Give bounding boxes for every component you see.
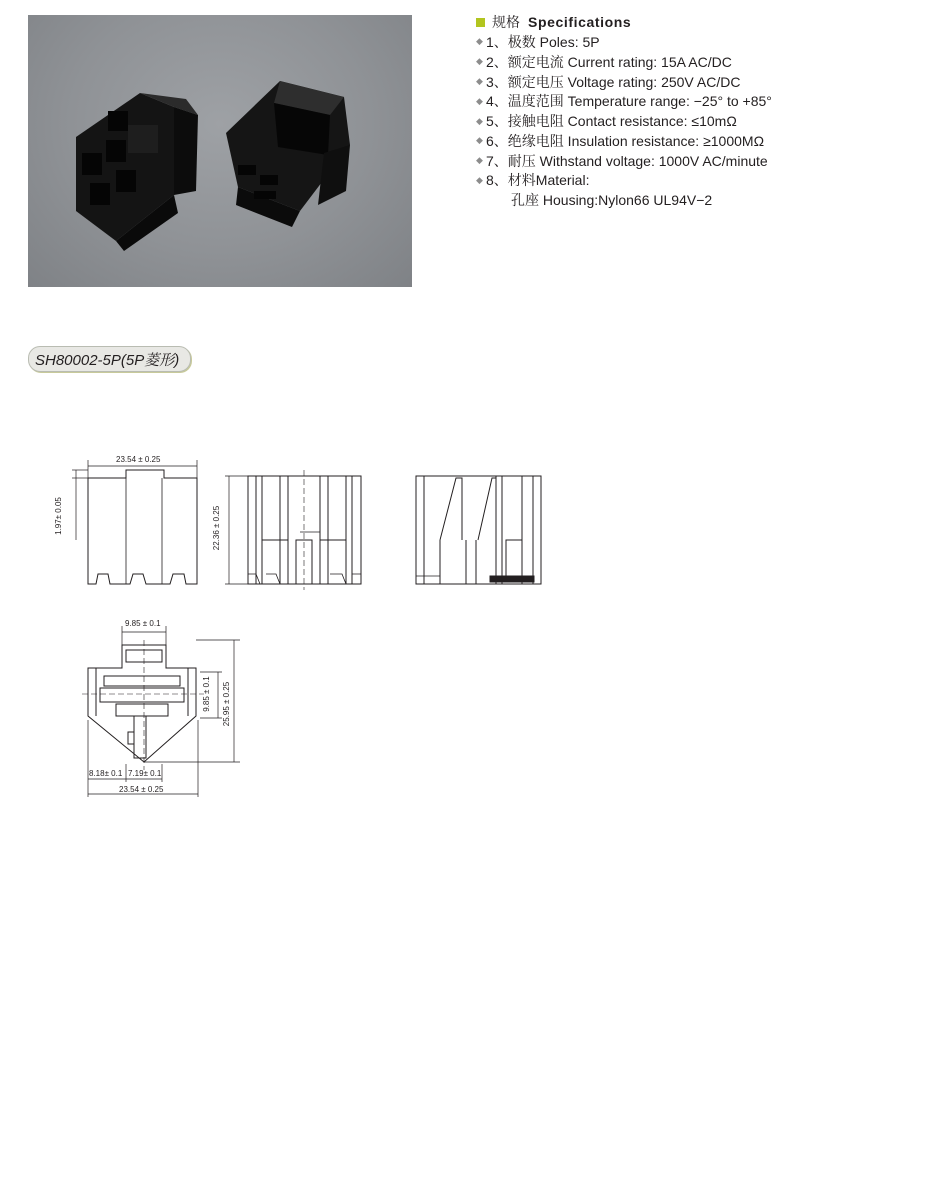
front-view-drawing bbox=[72, 460, 197, 584]
diamond-bullet-icon: ◆ bbox=[476, 135, 483, 146]
dim-bottom-left-offset: 8.18± 0.1 bbox=[89, 769, 123, 778]
diamond-bullet-icon: ◆ bbox=[476, 36, 483, 47]
dim-top-width: 23.54 ± 0.25 bbox=[116, 455, 161, 464]
diamond-bullet-icon: ◆ bbox=[476, 75, 483, 86]
diamond-bullet-icon: ◆ bbox=[476, 174, 483, 185]
model-label-badge: SH80002-5P(5P菱形) bbox=[28, 346, 191, 372]
diamond-bullet-icon: ◆ bbox=[476, 155, 483, 166]
spec-item: ◆ 6、绝缘电阻 Insulation resistance: ≥1000MΩ bbox=[476, 132, 765, 149]
spec-item: ◆ 5、接触电阻 Contact resistance: ≤10mΩ bbox=[476, 113, 737, 130]
material-line: 孔座 Housing:Nylon66 UL94V−2 bbox=[511, 192, 713, 209]
spec-item: ◆ 1、极数 Poles: 5P bbox=[476, 33, 600, 50]
diamond-bullet-icon: ◆ bbox=[476, 56, 483, 67]
diamond-bullet-icon: ◆ bbox=[476, 115, 483, 126]
spec-item: ◆ 4、温度范围 Temperature range: −25° to +85° bbox=[476, 93, 772, 110]
dim-height: 22.36 ± 0.25 bbox=[212, 505, 222, 551]
spec-item: ◆ 3、额定电压 Voltage rating: 250V AC/DC bbox=[476, 73, 741, 90]
dim-bottom-height: 25.95 ± 0.25 bbox=[222, 681, 232, 727]
dim-bottom-top-width: 9.85 ± 0.1 bbox=[125, 619, 161, 628]
dim-bottom-width: 23.54 ± 0.25 bbox=[119, 785, 164, 794]
diamond-bullet-icon: ◆ bbox=[476, 95, 483, 106]
specifications-header-en: Specifications bbox=[528, 14, 632, 30]
side-view-drawing bbox=[225, 470, 361, 590]
dim-bottom-inner-height: 9.85 ± 0.1 bbox=[201, 676, 211, 712]
specifications-header-cn: 规格 bbox=[492, 14, 520, 30]
dim-side-gap: 1.97± 0.05 bbox=[53, 497, 63, 535]
spec-item: ◆ 8、材料Material: bbox=[476, 172, 590, 189]
spec-item: ◆ 7、耐压 Withstand voltage: 1000V AC/minute bbox=[476, 152, 768, 169]
section-view-drawing bbox=[416, 476, 541, 584]
dim-bottom-mid-offset: 7.19± 0.1 bbox=[128, 769, 162, 778]
spec-item: ◆ 2、额定电流 Current rating: 15A AC/DC bbox=[476, 53, 732, 70]
